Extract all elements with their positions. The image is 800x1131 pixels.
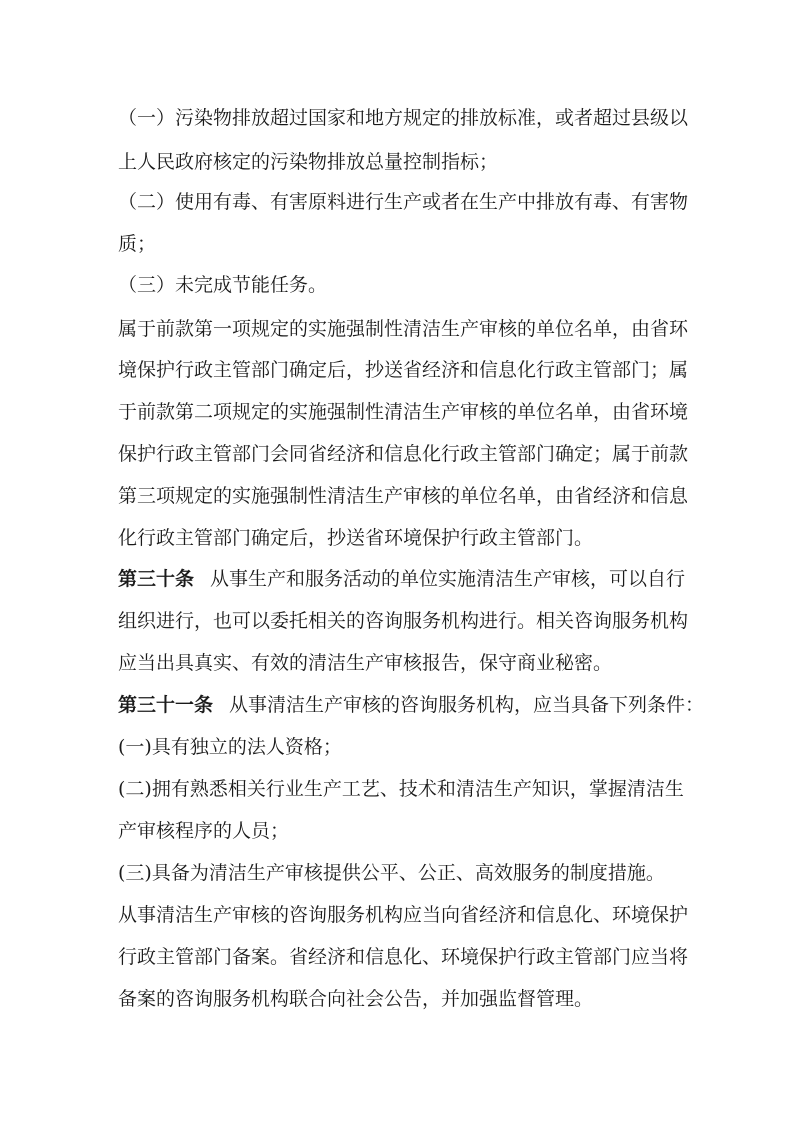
text-line: （三）未完成节能任务。 xyxy=(118,274,328,296)
text-line: 备案的咨询服务机构联合向社会公告，并加强监督管理。 xyxy=(118,988,594,1010)
text-line: 应当出具真实、有效的清洁生产审核报告，保守商业秘密。 xyxy=(118,652,613,674)
text-line: (二)拥有熟悉相关行业生产工艺、技术和清洁生产知识，掌握清洁生 xyxy=(118,778,684,800)
text-line: （二）使用有毒、有害原料进行生产或者在生产中排放有毒、有害物 xyxy=(118,191,689,213)
text-line: 于前款第二项规定的实施强制性清洁生产审核的单位名单，由省环境 xyxy=(118,401,689,423)
article-31-first-line xyxy=(118,693,704,717)
text-line: 境保护行政主管部门确定后，抄送省经济和信息化行政主管部门；属 xyxy=(118,359,689,381)
article-31-heading: 第三十一条 xyxy=(118,694,214,716)
text-line: （一）污染物排放超过国家和地方规定的排放标准，或者超过县级以 xyxy=(118,107,689,129)
text-line: 化行政主管部门确定后，抄送省环境保护行政主管部门。 xyxy=(118,527,594,549)
text-line: 上人民政府核定的污染物排放总量控制指标； xyxy=(118,151,499,173)
text-line: 第三项规定的实施强制性清洁生产审核的单位名单，由省经济和信息 xyxy=(118,485,689,507)
text-line: 从事清洁生产审核的咨询服务机构应当向省经济和信息化、环境保护 xyxy=(118,904,689,926)
text-line: 组织进行，也可以委托相关的咨询服务机构进行。相关咨询服务机构 xyxy=(118,610,689,632)
article-30-first-line xyxy=(118,567,685,591)
text-line: 产审核程序的人员； xyxy=(118,820,290,842)
text-line: (三)具备为清洁生产审核提供公平、公正、高效服务的制度措施。 xyxy=(118,862,665,884)
text-line: 行政主管部门备案。省经济和信息化、环境保护行政主管部门应当将 xyxy=(118,946,689,968)
article-30-heading: 第三十条 xyxy=(118,568,195,590)
text-line: 属于前款第一项规定的实施强制性清洁生产审核的单位名单，由省环 xyxy=(118,318,689,340)
text-line: (一)具有独立的法人资格； xyxy=(118,736,342,758)
text-line: 质； xyxy=(118,233,157,255)
article-30-text: 从事生产和服务活动的单位实施清洁生产审核，可以自行 xyxy=(210,568,686,590)
article-31-text: 从事清洁生产审核的咨询服务机构，应当具备下列条件： xyxy=(229,694,705,716)
text-line: 保护行政主管部门会同省经济和信息化行政主管部门确定；属于前款 xyxy=(118,443,689,465)
